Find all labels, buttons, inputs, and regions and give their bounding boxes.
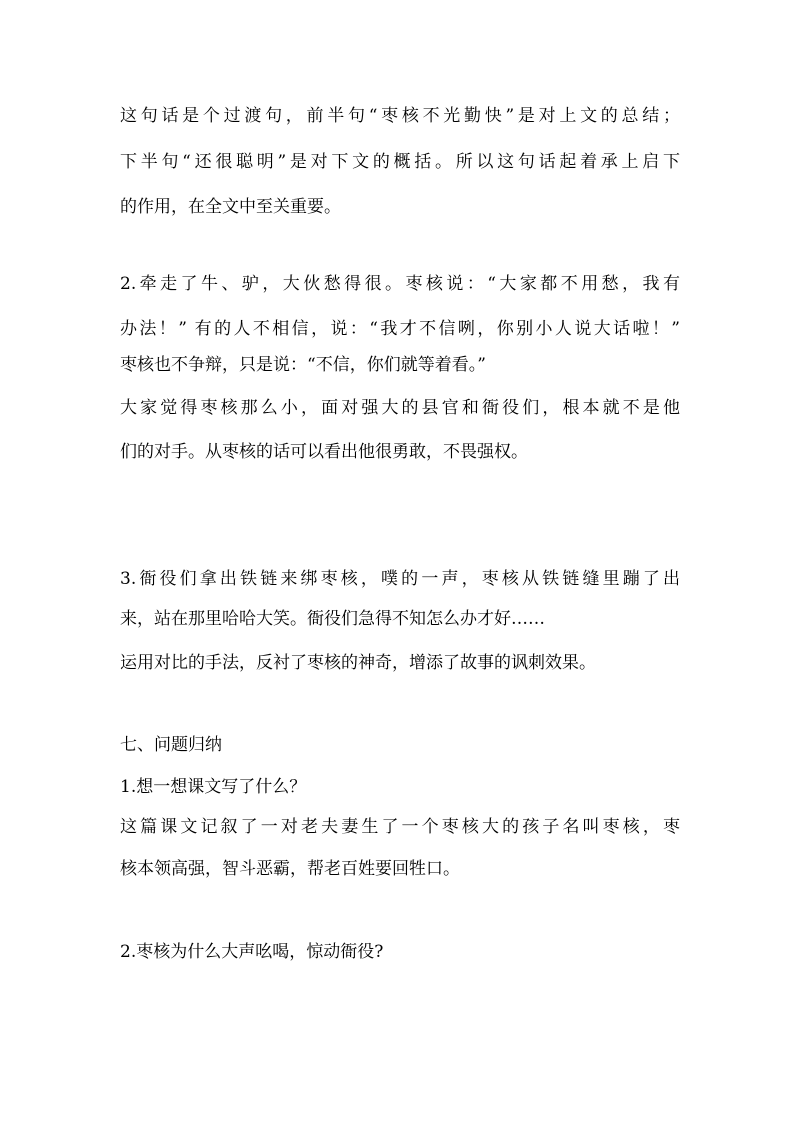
paragraph-line: 3.衙役们拿出铁链来绑枣核，噗的一声，枣核从铁链缝里蹦了出 (120, 569, 680, 589)
question-2: 2.枣核为什么大声吆喝，惊动衙役? (120, 942, 384, 962)
paragraph-line: 的作用，在全文中至关重要。 (120, 197, 341, 217)
paragraph-line: 这句话是个过渡句，前半句“枣核不光勤快”是对上文的总结； (120, 106, 680, 126)
paragraph-line: 枣核也不争辩，只是说：“不信，你们就等着看。” (120, 355, 486, 375)
paragraph-line: 办法！” 有的人不相信，说：“我才不信咧，你别小人说大话啦！” (120, 319, 680, 339)
question-1: 1.想一想课文写了什么？ (120, 777, 307, 797)
paragraph-line: 下半句“还很聪明”是对下文的概括。所以这句话起着承上启下 (120, 152, 680, 172)
answer-line: 核本领高强，智斗恶霸，帮老百姓要回牲口。 (120, 859, 460, 879)
section-heading: 七、问题归纳 (120, 735, 222, 755)
paragraph-line: 大家觉得枣核那么小，面对强大的县官和衙役们，根本就不是他 (120, 398, 680, 418)
paragraph-line: 2.牵走了牛、驴，大伙愁得很。枣核说：“大家都不用愁，我有 (120, 274, 680, 294)
paragraph-line: 来，站在那里哈哈大笑。衙役们急得不知怎么办才好…… (120, 609, 545, 629)
answer-line: 这篇课文记叙了一对老夫妻生了一个枣核大的孩子名叫枣核，枣 (120, 817, 680, 837)
paragraph-line: 运用对比的手法，反衬了枣核的神奇，增添了故事的讽刺效果。 (120, 653, 596, 673)
paragraph-line: 们的对手。从枣核的话可以看出他很勇敢，不畏强权。 (120, 442, 528, 462)
